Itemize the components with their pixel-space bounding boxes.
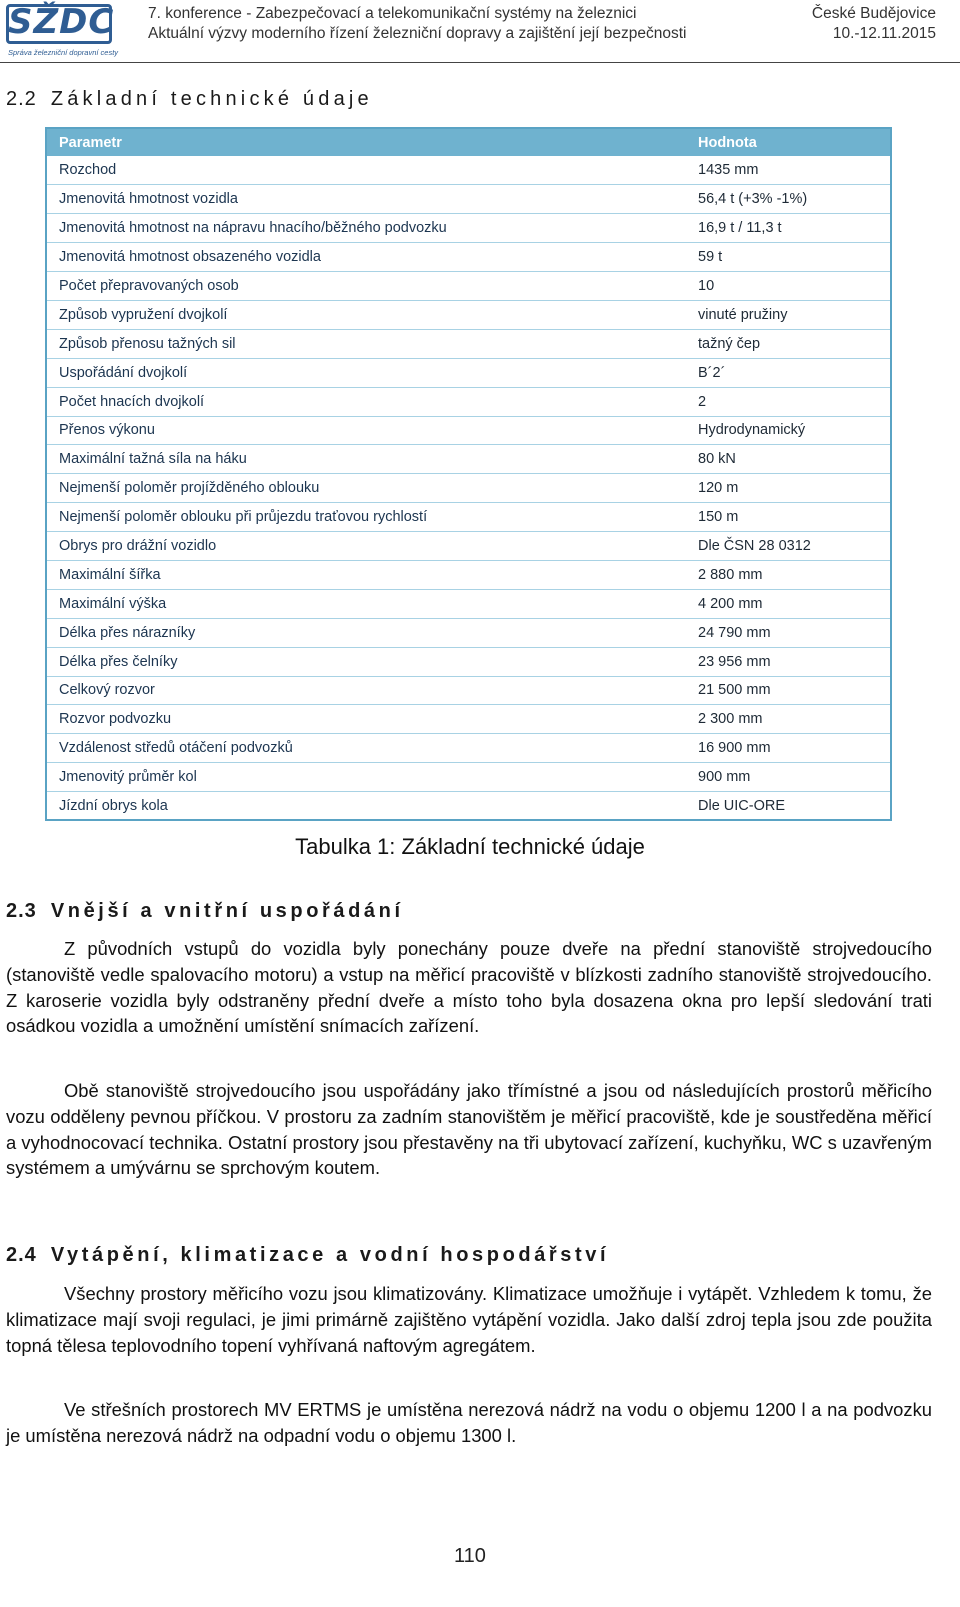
parameter-cell: Obrys pro drážní vozidlo <box>46 532 686 561</box>
value-cell: 2 880 mm <box>686 560 891 589</box>
parameter-cell: Maximální šířka <box>46 560 686 589</box>
parameter-cell: Jmenovitá hmotnost na nápravu hnacího/běžného podvozku <box>46 214 686 243</box>
conference-location <box>812 4 936 44</box>
section-title: Základní technické údaje <box>50 88 373 110</box>
paragraph-text: Obě stanoviště strojvedoucího jsou uspořádány jako třímístné a jsou od následujících prostorů měřicího vozu odděleny pevnou příčkou. V prostoru za zadním stanovištěm je měřicí pracoviště, kde je soustředěna měřicí a vyhodnocovací technika. Ostatní prostory jsou přestavěny na tři ubytovací zařízení, kuchyňku, WC s uzavřeným systémem a umývárnu se sprchovým koutem. <box>6 1080 932 1179</box>
section-title: Vytápění, klimatizace a vodní hospodářství <box>50 1244 610 1266</box>
conference-dates: 10.-12.11.2015 <box>832 25 936 42</box>
table-row <box>46 358 891 387</box>
value-cell: 24 790 mm <box>686 618 891 647</box>
conference-line-1: 7. konference - Zabezpečovací a telekomunikační systémy na železnici <box>148 5 637 22</box>
table-row <box>46 560 891 589</box>
parameter-cell: Maximální výška <box>46 589 686 618</box>
paragraph <box>6 1397 932 1449</box>
section-number: 2.2 <box>6 88 37 110</box>
parameter-cell: Přenos výkonu <box>46 416 686 445</box>
value-cell: Dle ČSN 28 0312 <box>686 532 891 561</box>
parameter-cell: Nejmenší poloměr projížděného oblouku <box>46 474 686 503</box>
table-header-row <box>46 128 891 156</box>
technical-data-table <box>45 127 892 821</box>
parameter-cell: Rozvor podvozku <box>46 705 686 734</box>
parameter-cell: Jízdní obrys kola <box>46 792 686 821</box>
section-heading-2-3 <box>6 900 404 923</box>
table-row <box>46 618 891 647</box>
parameter-cell: Délka přes nárazníky <box>46 618 686 647</box>
parameter-cell: Maximální tažná síla na háku <box>46 445 686 474</box>
section-title: Vnější a vnitřní uspořádání <box>50 900 404 922</box>
table-row <box>46 532 891 561</box>
section-number: 2.4 <box>6 1244 37 1266</box>
table-row <box>46 503 891 532</box>
table-row <box>46 734 891 763</box>
paragraph-text: Ve střešních prostorech MV ERTMS je umístěna nerezová nádrž na vodu o objemu 1200 l a na podvozku je umístěna nerezová nádrž na odpadní vodu o objemu 1300 l. <box>6 1399 932 1446</box>
value-cell: 56,4 t (+3% -1%) <box>686 185 891 214</box>
table-row <box>46 763 891 792</box>
header-hodnota: Hodnota <box>686 128 891 156</box>
table-row <box>46 676 891 705</box>
parameter-cell: Jmenovitá hmotnost vozidla <box>46 185 686 214</box>
parameter-cell: Počet hnacích dvojkolí <box>46 387 686 416</box>
table-row <box>46 416 891 445</box>
header-parametr: Parametr <box>46 128 686 156</box>
parameter-cell: Délka přes čelníky <box>46 647 686 676</box>
conference-city: České Budějovice <box>811 5 936 22</box>
parameter-cell: Jmenovitý průměr kol <box>46 763 686 792</box>
parameter-cell: Způsob vypružení dvojkolí <box>46 300 686 329</box>
table-caption: Tabulka 1: Základní technické údaje <box>295 834 645 859</box>
value-cell: Hydrodynamický <box>686 416 891 445</box>
value-cell: 21 500 mm <box>686 676 891 705</box>
value-cell: 59 t <box>686 243 891 272</box>
parameter-cell: Celkový rozvor <box>46 676 686 705</box>
szdc-logo <box>6 4 118 58</box>
paragraph <box>6 936 932 1039</box>
table-body <box>46 156 891 820</box>
parameter-cell: Rozchod <box>46 156 686 185</box>
table-row <box>46 300 891 329</box>
paragraph-text: Z původních vstupů do vozidla byly ponechány pouze dveře na přední stanoviště strojvedoucího (stanoviště vedle spalovacího motoru) a vstup na měřicí pracoviště v blízkosti zadního stanoviště strojvedoucího. Z karoserie vozidla byly odstraněny přední dveře a místo toho byla dosazena okna pro lepší sledování trati osádkou vozidla a umožnění umístění snímacích zařízení. <box>6 938 932 1037</box>
value-cell: 16 900 mm <box>686 734 891 763</box>
table-row <box>46 445 891 474</box>
table-row <box>46 185 891 214</box>
value-cell: Dle UIC-ORE <box>686 792 891 821</box>
table-row <box>46 329 891 358</box>
table-row <box>46 792 891 821</box>
value-cell: vinuté pružiny <box>686 300 891 329</box>
table-row <box>46 272 891 301</box>
value-cell: 80 kN <box>686 445 891 474</box>
value-cell: tažný čep <box>686 329 891 358</box>
section-heading-2-4 <box>6 1244 609 1267</box>
parameter-cell: Nejmenší poloměr oblouku při průjezdu traťovou rychlostí <box>46 503 686 532</box>
page-header <box>0 0 960 64</box>
section-heading-2-2 <box>6 88 373 111</box>
value-cell: 150 m <box>686 503 891 532</box>
value-cell: 16,9 t / 11,3 t <box>686 214 891 243</box>
conference-title <box>148 4 686 44</box>
table-row <box>46 474 891 503</box>
section-number: 2.3 <box>6 900 37 922</box>
paragraph-text: Všechny prostory měřicího vozu jsou klimatizovány. Klimatizace umožňuje i vytápět. Vzhledem k tomu, že klimatizace mají svoji regulaci, je jimi primárně zajištěno vytápění vozidla. Jako další zdroj tepla jsou zde použita topná tělesa teplovodního topení vyhřívaná naftovým agregátem. <box>6 1283 932 1356</box>
paragraph <box>6 1078 932 1181</box>
table-row <box>46 156 891 185</box>
table-row <box>46 243 891 272</box>
logo-subtitle: Správa železniční dopravní cesty <box>8 48 119 57</box>
value-cell: 23 956 mm <box>686 647 891 676</box>
value-cell: B´2´ <box>686 358 891 387</box>
header-divider <box>0 62 960 63</box>
parameter-cell: Jmenovitá hmotnost obsazeného vozidla <box>46 243 686 272</box>
value-cell: 2 300 mm <box>686 705 891 734</box>
value-cell: 900 mm <box>686 763 891 792</box>
page-number: 110 <box>454 1545 486 1567</box>
table-row <box>46 589 891 618</box>
table-row <box>46 647 891 676</box>
value-cell: 2 <box>686 387 891 416</box>
parameter-cell: Počet přepravovaných osob <box>46 272 686 301</box>
conference-line-2: Aktuální výzvy moderního řízení železniční dopravy a zajištění její bezpečnosti <box>148 25 687 42</box>
parameter-cell: Způsob přenosu tažných sil <box>46 329 686 358</box>
value-cell: 4 200 mm <box>686 589 891 618</box>
parameter-cell: Uspořádání dvojkolí <box>46 358 686 387</box>
table-row <box>46 387 891 416</box>
value-cell: 10 <box>686 272 891 301</box>
logo-text: SŽDC <box>8 2 115 42</box>
table-row <box>46 214 891 243</box>
table-row <box>46 705 891 734</box>
parameter-cell: Vzdálenost středů otáčení podvozků <box>46 734 686 763</box>
value-cell: 1435 mm <box>686 156 891 185</box>
value-cell: 120 m <box>686 474 891 503</box>
paragraph <box>6 1281 932 1358</box>
